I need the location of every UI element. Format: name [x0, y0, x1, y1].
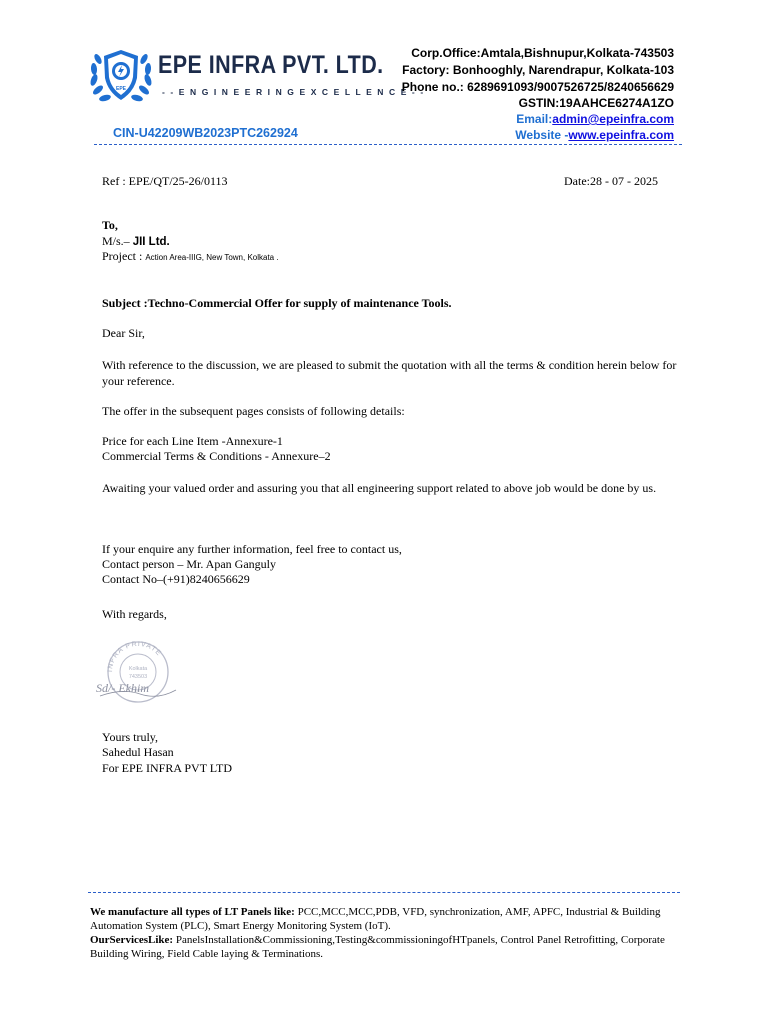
annexure-2: Commercial Terms & Conditions - Annexure–2: [102, 449, 331, 463]
footer-products-label: We manufacture all types of LT Panels like:: [90, 906, 295, 918]
salutation: Dear Sir,: [102, 326, 145, 340]
website-link[interactable]: www.epeinfra.com: [568, 128, 674, 142]
stamp-center-bottom: 743503: [128, 674, 148, 680]
ms-prefix: M/s.–: [102, 234, 130, 248]
project-value: Action Area-IIIG, New Town, Kolkata .: [145, 253, 279, 262]
footer-text: [90, 905, 680, 961]
paragraph-awaiting: Awaiting your valued order and assuring you that all engineering support related to above job would be done by us.: [102, 481, 657, 495]
footer-services: [90, 933, 680, 961]
stamp-center-top: Kolkata: [128, 666, 148, 672]
cin-number: CIN-U42209WB2023PTC262924: [113, 126, 298, 140]
signatory-company: For EPE INFRA PVT LTD: [102, 761, 233, 775]
letter-subject: Subject :Techno-Commercial Offer for supply of maintenance Tools.: [102, 296, 452, 310]
yours-truly: Yours truly,: [102, 730, 159, 744]
logo-lettering: EPE: [115, 86, 127, 92]
website-label: Website -: [515, 128, 569, 142]
footer-divider: [88, 892, 680, 893]
addressee-company: [102, 234, 170, 250]
with-regards: With regards,: [102, 607, 167, 621]
header-divider: [94, 144, 682, 145]
footer-services-text: PanelsInstallation&Commissioning,Testing&commissioningofHTpanels, Control Panel Retrofitting, Corporate Building Wiring, Field Cable laying & Terminations.: [90, 934, 665, 960]
corp-office-address: Corp.Office:Amtala,Bishnupur,Kolkata-743503: [411, 46, 674, 60]
phone-numbers: Phone no.: 6289691093/9007526725/8240656629: [401, 80, 674, 94]
company-name: EPE INFRA PVT. LTD.: [158, 51, 384, 79]
info-line: If your enquire any further information, feel free to contact us,: [102, 542, 402, 556]
footer-products: [90, 905, 680, 933]
email-line: [516, 112, 674, 126]
addressee-to: To,: [102, 218, 118, 232]
ms-name: JII Ltd.: [132, 236, 170, 248]
footer-products-text: PCC,MCC,MCC,PDB, VFD, synchronization, AMF, APFC, Industrial & Building Automation System (PLC), Smart Energy Monitoring System (IoT).: [90, 906, 661, 932]
signatory-name: Sahedul Hasan: [102, 745, 174, 759]
company-stamp-signature: [92, 638, 184, 706]
reference-number: Ref : EPE/QT/25-26/0113: [102, 174, 228, 188]
handwritten-signature: Sd/- Ekhim: [96, 681, 149, 695]
annexure-1: Price for each Line Item -Annexure-1: [102, 434, 283, 448]
email-label: Email:: [516, 112, 553, 126]
paragraph-offer: The offer in the subsequent pages consists of following details:: [102, 404, 405, 418]
company-logo-emblem: [88, 44, 154, 108]
gstin: GSTIN:19AAHCE6274A1ZO: [518, 96, 674, 110]
company-tagline: - - E N G I N E E R I N G E X C E L L E N C E - -: [162, 87, 425, 97]
letter-date: Date:28 - 07 - 2025: [564, 174, 658, 188]
factory-address: Factory: Bonhooghly, Narendrapur, Kolkata-103: [402, 63, 674, 77]
project-line: [102, 249, 279, 265]
paragraph-reference: With reference to the discussion, we are pleased to submit the quotation with all the terms & condition herein below for your reference.: [102, 358, 677, 388]
contact-number: Contact No–(+91)8240656629: [102, 572, 250, 586]
website-line: [515, 128, 674, 142]
email-link[interactable]: admin@epeinfra.com: [552, 112, 674, 126]
footer-services-label: OurServicesLike:: [90, 934, 174, 946]
project-label: Project :: [102, 249, 143, 263]
contact-person: Contact person – Mr. Apan Ganguly: [102, 557, 276, 571]
stamp-ring-text: INFRA PRIVATE: [106, 640, 163, 673]
